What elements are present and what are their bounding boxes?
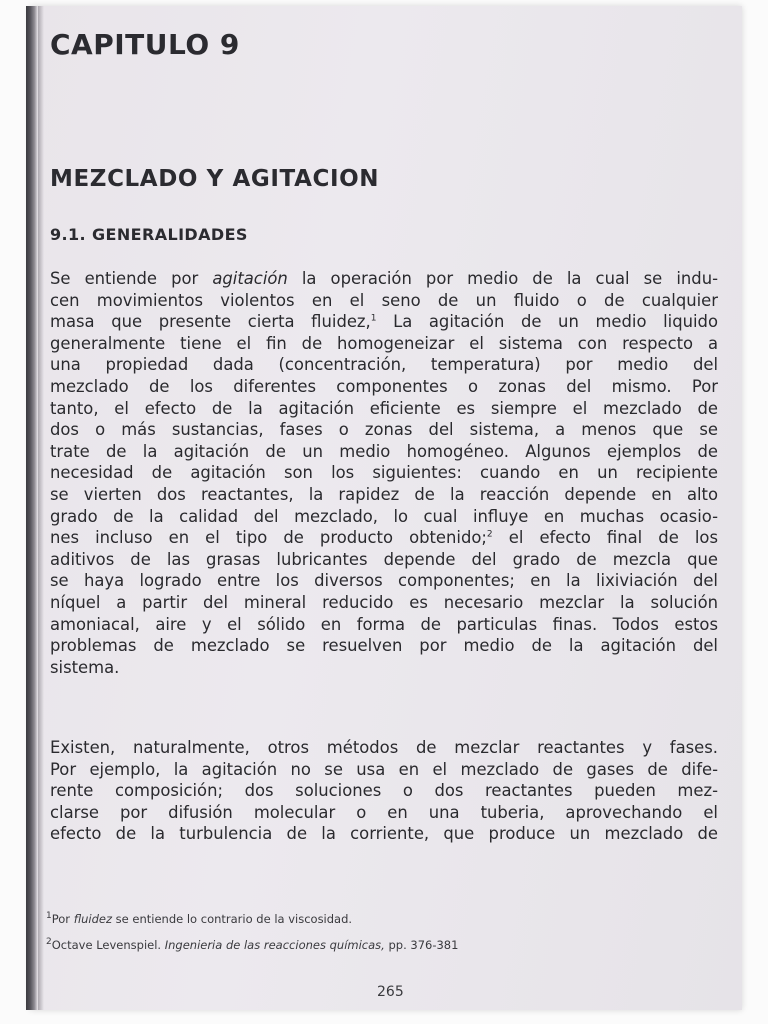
text-line: cen movimientos violentos en el seno de un fluido o de cualquier <box>50 290 718 310</box>
chapter-heading: CAPITULO 9 <box>50 28 240 61</box>
text-line: aditivos de las grasas lubricantes depende del grado de mezcla que <box>50 549 718 569</box>
text-line: generalmente tiene el fin de homogeneizar el sistema con respecto a <box>50 333 718 353</box>
footnote-marker: 2 <box>486 529 493 540</box>
emphasis-text: Ingenieria de las reacciones químicas, <box>164 938 385 952</box>
text-line: se haya logrado entre los diversos componentes; en la lixiviación del <box>50 571 718 591</box>
text-line: Por ejemplo, la agitación no se usa en el mezclado de gases de dife- <box>50 759 718 779</box>
text-line: Existen, naturalmente, otros métodos de mezclar reactantes y fases. <box>50 738 718 757</box>
footnote <box>46 932 666 958</box>
text-line: clarse por difusión molecular o en una tuberia, aprovechando el <box>50 802 718 822</box>
subsection-heading: 9.1. GENERALIDADES <box>50 225 248 244</box>
footnotes <box>46 906 666 958</box>
text-line: dos o más sustancias, fases o zonas del sistema, a menos que se <box>50 420 718 440</box>
text-line: grado de la calidad del mezclado, lo cual influye en muchas ocasio- <box>50 506 718 526</box>
text-fragment: Se entiende por <box>50 269 213 288</box>
text-line <box>50 311 718 333</box>
text-line: sistema. <box>50 657 120 677</box>
section-title: MEZCLADO Y AGITACION <box>50 166 380 192</box>
text-line: amoniacal, aire y el sólido en forma de particulas finas. Todos estos <box>50 614 718 634</box>
text-line <box>50 268 718 290</box>
page-number: 265 <box>377 984 404 1000</box>
text-line: trate de la agitación de un medio homogéneo. Algunos ejemplos de <box>50 441 718 461</box>
footnote-marker: 1 <box>46 911 52 922</box>
text-fragment: el efecto final de los <box>492 528 718 548</box>
text-fragment: se entiende lo contrario de la viscosidad. <box>112 912 353 926</box>
text-line: tanto, el efecto de la agitación eficiente es siempre el mezclado de <box>50 398 718 418</box>
emphasis-text: agitación <box>212 269 288 288</box>
emphasis-text: fluidez <box>73 912 113 926</box>
text-fragment: pp. 376-381 <box>384 938 459 952</box>
text-fragment: Por <box>51 912 74 926</box>
footnote-marker: 2 <box>46 937 52 948</box>
paragraph-otros-metodos <box>50 737 718 845</box>
text-line: rente composición; dos soluciones o dos reactantes pueden mez- <box>50 781 718 801</box>
text-line <box>50 527 718 549</box>
text-fragment: nes incluso en el tipo de producto obtenido; <box>50 528 487 548</box>
text-line: efecto de la turbulencia de la corriente, que produce un mezclado de <box>50 824 718 844</box>
text-line: problemas de mezclado se resuelven por medio de la agitación del <box>50 636 718 656</box>
binding-gradient <box>38 6 44 1010</box>
text-line: mezclado de los diferentes componentes o zonas del mismo. Por <box>50 376 718 396</box>
text-fragment: La agitación de un medio liquido <box>376 312 718 332</box>
footnote-marker: 1 <box>370 313 377 324</box>
book-binding-shadow <box>26 6 38 1010</box>
text-line: necesidad de agitación son los siguientes: cuando en un recipiente <box>50 463 718 483</box>
text-line: níquel a partir del mineral reducido es necesario mezclar la solución <box>50 592 718 612</box>
text-line: una propiedad dada (concentración, temperatura) por medio del <box>50 355 718 375</box>
text-fragment: Octave Levenspiel. <box>51 938 165 952</box>
paragraph-generalidades <box>50 268 718 678</box>
text-fragment: la operación por medio de la cual se indu- <box>287 269 718 288</box>
text-line: se vierten dos reactantes, la rapidez de la reacción depende en alto <box>50 484 718 504</box>
footnote <box>46 906 666 932</box>
text-fragment: masa que presente cierta fluidez, <box>50 312 371 332</box>
